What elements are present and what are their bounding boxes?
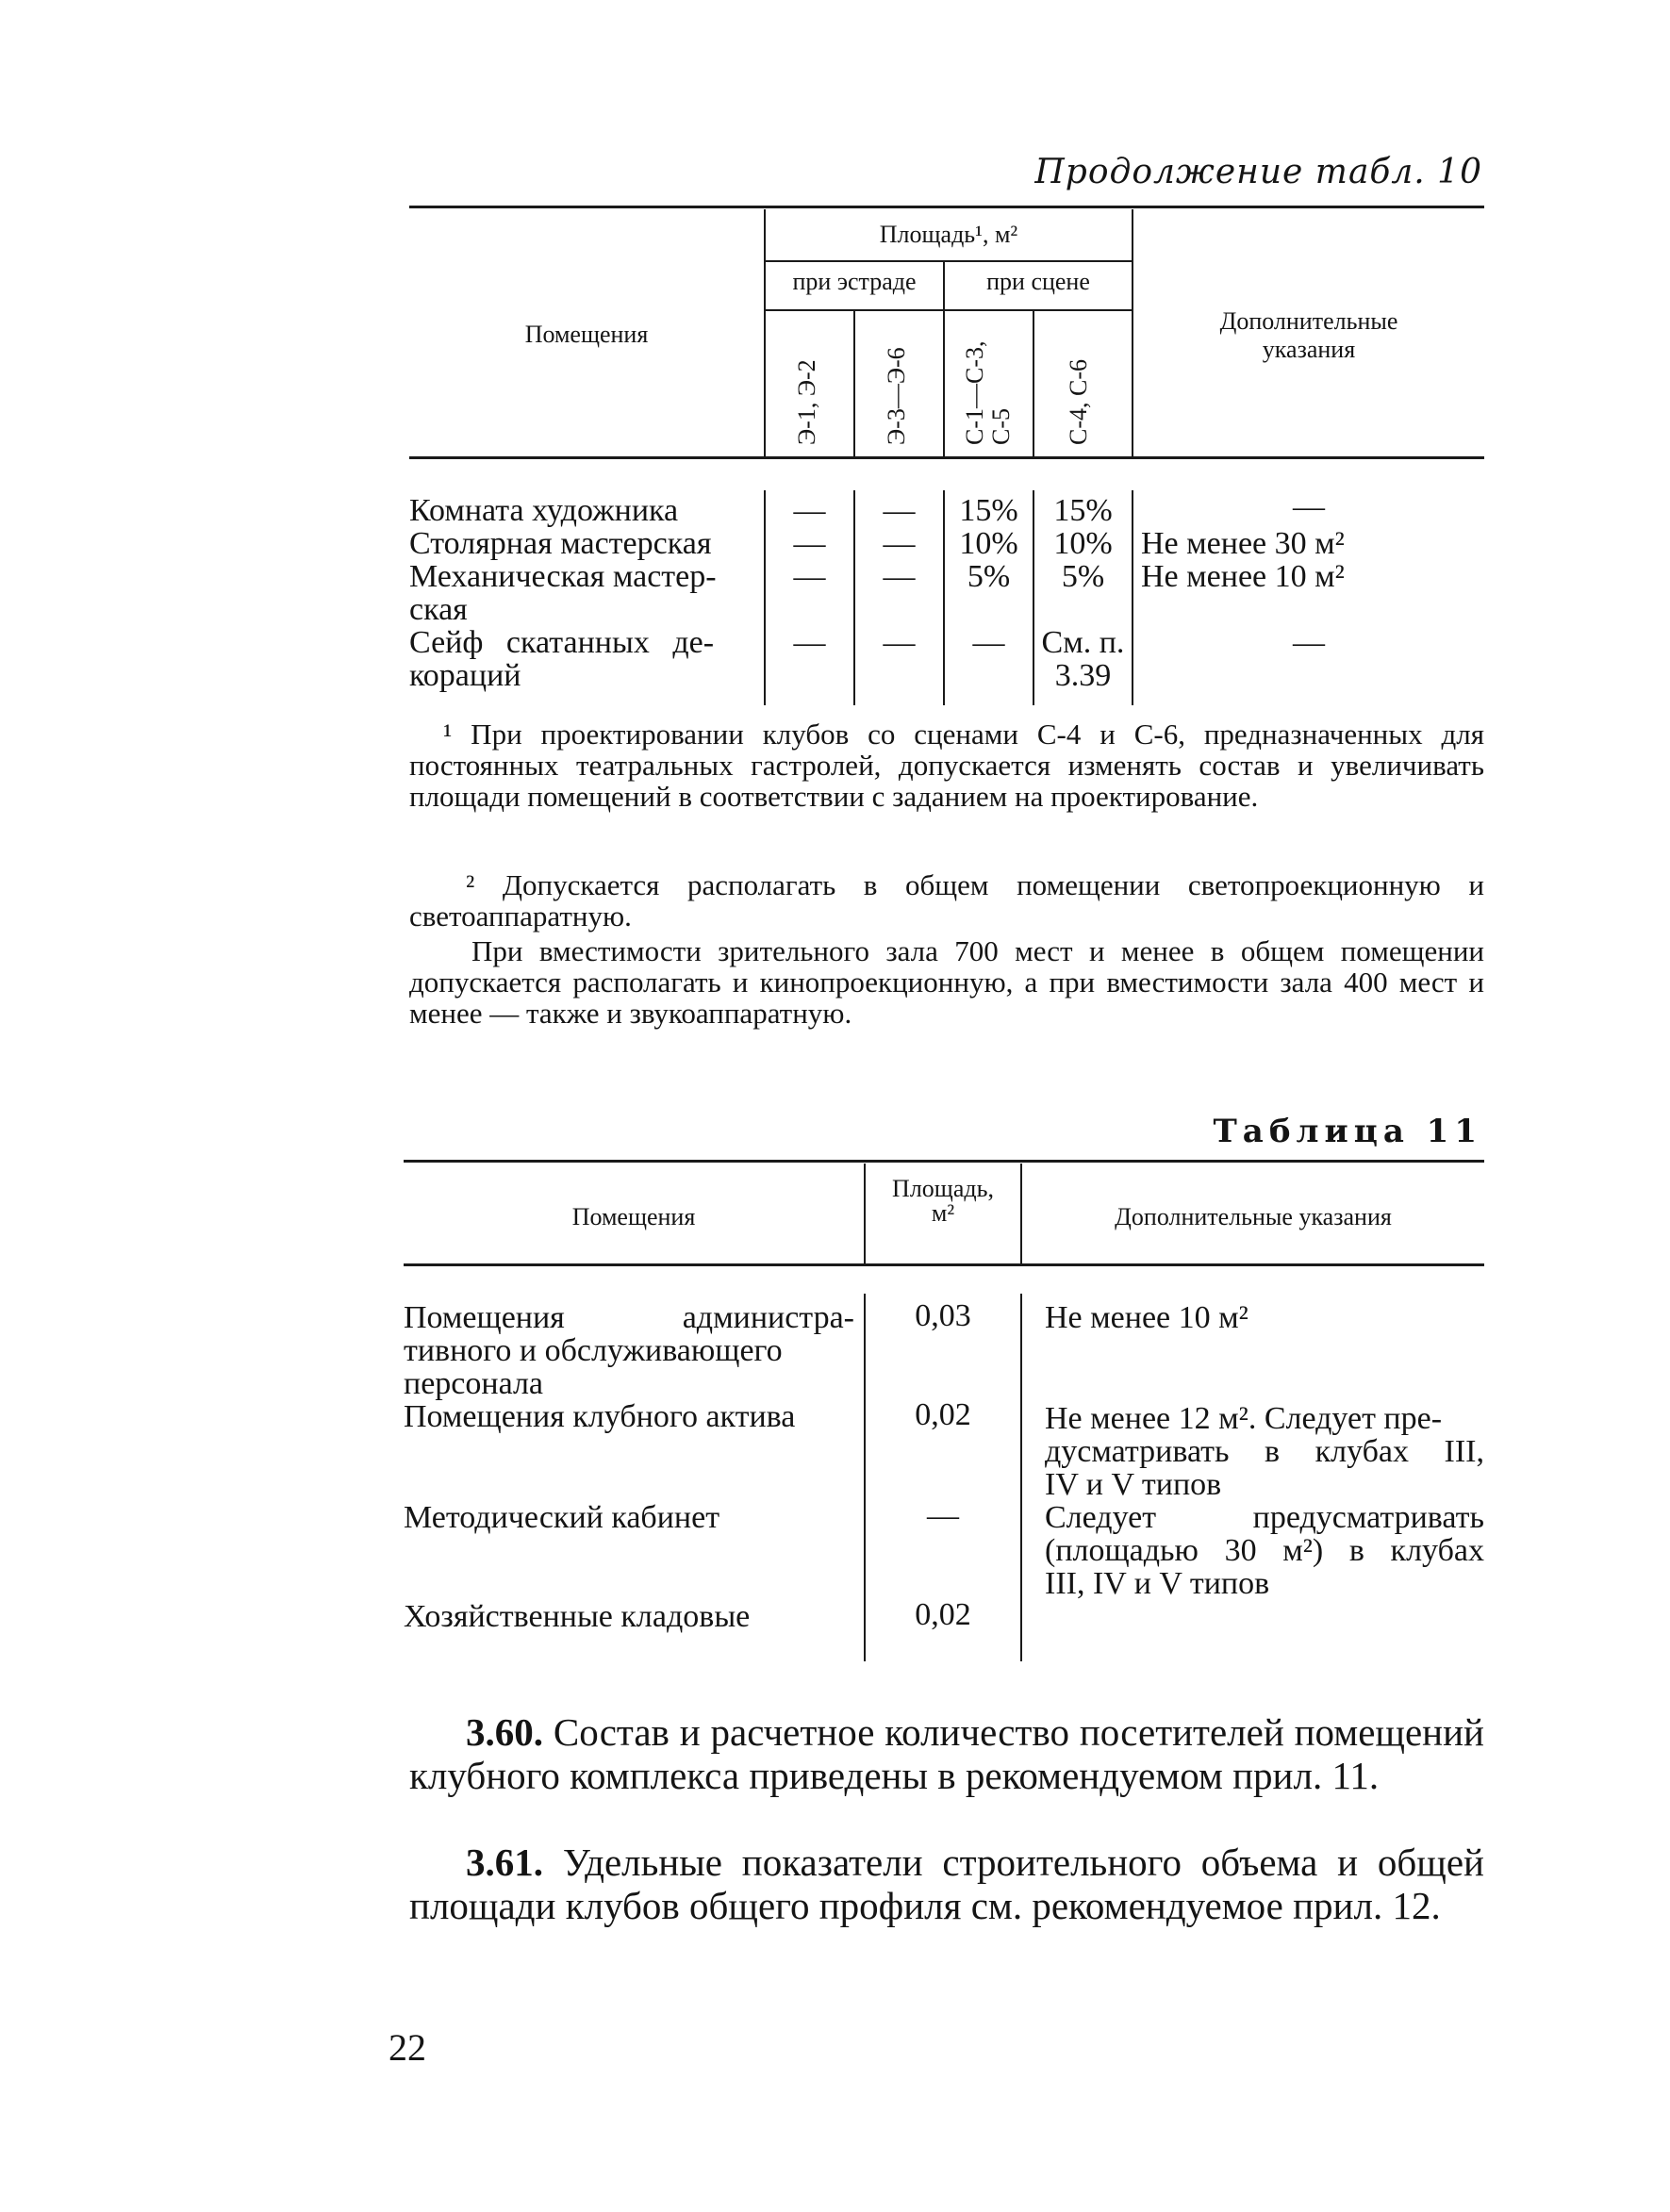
table11-note: III, IV и V типов	[1045, 1566, 1270, 1601]
paragraph-3-61	[409, 1841, 1484, 1927]
table10-cell: —	[972, 625, 1005, 660]
table11-row-name: Помещения клубного актива	[404, 1399, 796, 1434]
table11-note: Не менее 10 м²	[1045, 1300, 1248, 1335]
header-notes	[1133, 307, 1484, 364]
table11-title: Таблица 11	[1213, 1113, 1482, 1150]
table11-area: 0,02	[915, 1397, 971, 1432]
footnote-3: При вместимости зрительного зала 700 мест и менее в общем помещении допускается располагать и кинопроекционную, а при вместимости зала 400 мест и менее — также и звукоаппаратную.	[409, 934, 1484, 1030]
paragraph-number: 3.61.	[466, 1841, 543, 1884]
footnote-2: ² Допускается располагать в общем помещении светопроекционную и светоаппаратную.	[409, 868, 1484, 933]
table10-note: —	[1293, 625, 1325, 660]
table10-cell: —	[883, 559, 916, 594]
table11-row-name: персонала	[404, 1366, 544, 1401]
table10-cell: —	[793, 625, 826, 660]
col-header-e1-e2: Э-1, Э-2	[793, 359, 820, 445]
table11-note: дусматривать в клубах III,	[1045, 1434, 1484, 1469]
table11-row-name: Методический кабинет	[404, 1500, 720, 1535]
table10-hline	[764, 260, 1132, 262]
header-area: Площадь¹, м²	[879, 221, 1018, 248]
table10-cell: —	[793, 526, 826, 561]
table11-area: —	[927, 1498, 959, 1533]
table10-cell: 15%	[959, 493, 1018, 528]
col-header-e3-e6: Э-3—Э-6	[883, 347, 910, 445]
table11-note: Следует предусматривать	[1045, 1500, 1484, 1535]
table10-vline	[853, 311, 855, 456]
table10-cell: 5%	[967, 559, 1011, 594]
table10-vline	[1033, 311, 1034, 456]
table11-note: (площадью 30 м²) в клубах	[1045, 1533, 1484, 1568]
table11-note: IV и V типов	[1045, 1467, 1222, 1502]
table10-cell: —	[883, 625, 916, 660]
table10-cell: 10%	[1053, 526, 1113, 561]
table10-cell: —	[793, 559, 826, 594]
paragraph-number: 3.60.	[466, 1710, 543, 1754]
table11-top-rule	[404, 1160, 1484, 1163]
table10-cell: —	[793, 493, 826, 528]
header-stage-small: при эстраде	[792, 268, 917, 295]
col-header-c1-c3-line2: С-5	[987, 408, 1015, 445]
table10-cell: См. п.	[1041, 625, 1125, 660]
table10-header-bottom-rule	[409, 456, 1484, 459]
table-caption: Продолжение табл. 10	[1034, 153, 1482, 191]
table11-area: 0,03	[915, 1298, 971, 1333]
col-header-c4-c6: С-4, С-6	[1065, 359, 1092, 445]
table11-area: 0,02	[915, 1597, 971, 1632]
table10-hline	[764, 309, 1132, 311]
table11-vline	[1020, 1294, 1022, 1661]
table10-note: Не менее 30 м²	[1141, 526, 1345, 561]
table11-row-name: тивного и обслуживающего	[404, 1333, 783, 1368]
table10-row-name: Столярная мастерская	[409, 526, 712, 561]
table10-cell: 15%	[1053, 493, 1113, 528]
paragraph-3-60	[409, 1710, 1484, 1797]
footnote-1: ¹ При проектировании клубов со сценами С-4 и С-6, предназначенных для постоянных театральных гастролей, допускается изменять состав и увеличивать площади помещений в соответствии с заданием на проектирование.	[409, 718, 1484, 813]
table11-note: Не менее 12 м². Следует пре-	[1045, 1401, 1443, 1436]
table10-row-name: ская	[409, 592, 468, 627]
table11-row-name: Хозяйственные кладовые	[404, 1599, 751, 1634]
table10-row-name: кораций	[409, 658, 521, 693]
table11-header-area-line2: м²	[931, 1199, 955, 1227]
table10-top-rule	[409, 206, 1484, 208]
table11-row-name: Помещения администра-	[404, 1300, 854, 1335]
table11-header-area-line1: Площадь,	[892, 1175, 994, 1202]
table11-header-area	[866, 1177, 1020, 1226]
header-notes-line2: указания	[1262, 336, 1356, 363]
table11-header-notes: Дополнительные указания	[1115, 1203, 1392, 1230]
table10-row-name: Комната художника	[409, 493, 679, 528]
table11-header-rooms: Помещения	[571, 1203, 696, 1230]
paragraph-text: Удельные показатели строительного объема и общей площади клубов общего профиля см. рекомендуемое прил. 12.	[409, 1841, 1485, 1927]
table10-note: —	[1293, 489, 1325, 524]
table10-cell: —	[883, 493, 916, 528]
paragraph-text: Состав и расчетное количество посетителей помещений клубного комплекса приведены в рекомендуемом прил. 11.	[409, 1710, 1485, 1797]
table10-cell: —	[883, 526, 916, 561]
table10-cell: 10%	[959, 526, 1018, 561]
header-rooms: Помещения	[524, 321, 649, 348]
table10-cell: 3.39	[1054, 658, 1112, 693]
table10-note: Не менее 10 м²	[1141, 559, 1345, 594]
table10-row-name: Сейф скатанных де-	[409, 625, 715, 660]
table10-cell: 5%	[1061, 559, 1105, 594]
table10-row-name: Механическая мастер-	[409, 559, 717, 594]
page-number: 22	[389, 2026, 426, 2069]
col-header-c1-c3-line1: С-1—С-3,	[961, 340, 988, 445]
header-stage-big: при сцене	[986, 268, 1090, 295]
header-notes-line1: Дополнительные	[1219, 307, 1398, 335]
table11-header-bottom-rule	[404, 1263, 1484, 1266]
